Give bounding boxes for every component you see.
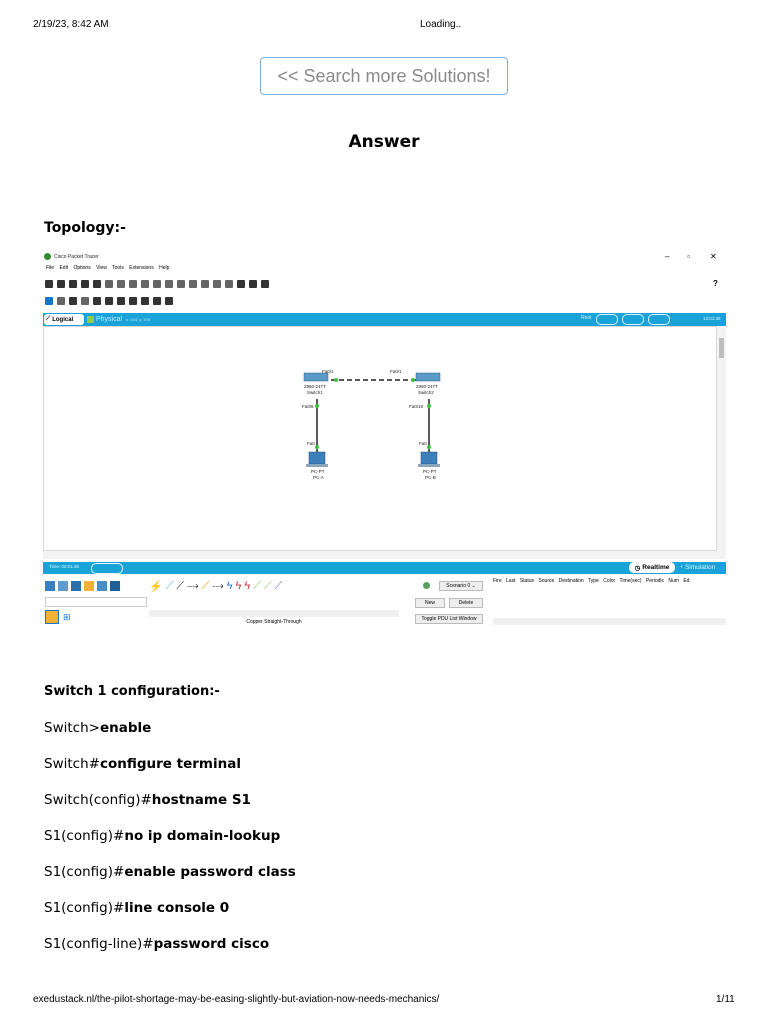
packet-tracer-screenshot bbox=[43, 252, 726, 628]
switch1-port-top: Fa0/1 bbox=[322, 369, 334, 374]
zoom-out-icon[interactable] bbox=[201, 280, 209, 288]
page-number: 1/11 bbox=[716, 994, 735, 1005]
cable-label: Copper Straight-Through bbox=[246, 619, 302, 625]
search-more-button[interactable]: << Search more Solutions! bbox=[260, 57, 508, 95]
link-led bbox=[334, 378, 338, 382]
canvas-horizontal-scrollbar[interactable] bbox=[43, 551, 726, 559]
network-info-icon[interactable] bbox=[117, 280, 125, 288]
fiber-icon[interactable]: ⟋ bbox=[201, 579, 210, 592]
serial-dte-icon[interactable]: ϟ bbox=[244, 580, 251, 592]
end-devices-icon[interactable] bbox=[58, 581, 68, 591]
link-led bbox=[427, 445, 431, 449]
page-status: Loading.. bbox=[420, 19, 462, 30]
root-label: Root bbox=[581, 315, 592, 321]
topology-canvas[interactable] bbox=[43, 326, 717, 551]
switch2-port-down: Fa0/18 bbox=[409, 404, 424, 409]
misc-icon[interactable] bbox=[97, 581, 107, 591]
command-line: S1(config)#line console 0 bbox=[44, 900, 230, 916]
command-line: S1(config)#enable password class bbox=[44, 864, 296, 880]
logical-icon: ⟋ bbox=[46, 316, 51, 322]
close-icon[interactable]: ✕ bbox=[710, 252, 717, 261]
cable-types bbox=[149, 578, 399, 594]
complex-pdu-icon[interactable] bbox=[165, 297, 173, 305]
resize-icon[interactable] bbox=[81, 297, 89, 305]
time-label: Time: 02:01:48 bbox=[49, 564, 79, 569]
menu-tools[interactable]: Tools bbox=[112, 265, 124, 271]
view-toggle[interactable] bbox=[648, 314, 670, 325]
menu-edit[interactable]: Edit bbox=[59, 265, 69, 271]
pdu-scrollbar[interactable] bbox=[493, 618, 726, 625]
inspect-icon[interactable] bbox=[57, 297, 65, 305]
iot-cable-icon[interactable]: ⟋ bbox=[263, 579, 272, 592]
new-file-icon[interactable] bbox=[45, 280, 53, 288]
scenario-icon bbox=[423, 582, 430, 589]
command-line: Switch(config)#hostname S1 bbox=[44, 792, 251, 808]
print-date: 2/19/23, 8:42 AM bbox=[33, 19, 109, 30]
pc-a-name: PC-A bbox=[313, 475, 324, 480]
new-scenario-button[interactable]: New bbox=[415, 598, 445, 608]
save-icon[interactable] bbox=[69, 280, 77, 288]
octal-icon[interactable]: ⟋ bbox=[253, 579, 261, 592]
freeform-icon[interactable] bbox=[141, 297, 149, 305]
view-toggle[interactable] bbox=[596, 314, 618, 325]
view-controls bbox=[596, 314, 686, 324]
zoom-in-icon[interactable] bbox=[177, 280, 185, 288]
link-led bbox=[427, 404, 431, 408]
crossover-icon[interactable]: ⤍ bbox=[187, 579, 199, 592]
redo-icon[interactable] bbox=[165, 280, 173, 288]
physical-icon bbox=[87, 316, 94, 323]
switch1-icon[interactable] bbox=[304, 373, 328, 381]
switch1-config-label: Switch 1 configuration:- bbox=[44, 684, 220, 699]
device-search[interactable] bbox=[45, 597, 147, 607]
rectangle-icon[interactable] bbox=[117, 297, 125, 305]
switch2-icon[interactable] bbox=[416, 373, 440, 381]
footer-url[interactable]: exedustack.nl/the-pilot-shortage-may-be-easing-slightly-but-aviation-now-needs-mechanics/ bbox=[33, 994, 440, 1005]
switch2-name: Switch2 bbox=[418, 390, 434, 395]
packet-tracer-logo-icon bbox=[44, 253, 51, 260]
print-icon[interactable] bbox=[81, 280, 89, 288]
device-categories bbox=[45, 578, 149, 594]
pc-a-icon[interactable] bbox=[306, 452, 328, 467]
delete-scenario-button[interactable]: Delete bbox=[449, 598, 483, 608]
camera-icon[interactable] bbox=[249, 280, 257, 288]
scroll-thumb[interactable] bbox=[719, 338, 724, 358]
answer-heading: Answer bbox=[348, 132, 420, 152]
switch1-port-down: Fa0/6 bbox=[302, 404, 314, 409]
phone-cable-icon[interactable]: ⤏ bbox=[212, 579, 224, 592]
cable-scrollbar[interactable] bbox=[149, 610, 399, 617]
wizard-icon[interactable] bbox=[105, 280, 113, 288]
tab-physical[interactable]: Physical x: 344, y: 378 bbox=[87, 314, 150, 325]
switch2-port-top: Fa0/1 bbox=[390, 369, 402, 374]
line-icon[interactable] bbox=[105, 297, 113, 305]
menu-bar bbox=[46, 265, 169, 271]
grid-icon[interactable]: ⊞ bbox=[63, 612, 71, 622]
pc-a-model: PC-PT bbox=[311, 469, 325, 474]
ellipse-icon[interactable] bbox=[129, 297, 137, 305]
topology-label: Topology:- bbox=[44, 220, 126, 236]
command-line: S1(config)#no ip domain-lookup bbox=[44, 828, 281, 844]
custom-device-icon[interactable] bbox=[225, 280, 233, 288]
canvas-vertical-scrollbar[interactable] bbox=[717, 326, 726, 551]
usb-cable-icon[interactable]: ⟋ bbox=[274, 579, 283, 592]
image-icon[interactable] bbox=[261, 280, 269, 288]
undo-icon[interactable] bbox=[153, 280, 161, 288]
switch1-model: 2960-24TT bbox=[304, 384, 327, 389]
switch1-name: Switch1 bbox=[307, 390, 323, 395]
pc-b-icon[interactable] bbox=[418, 452, 440, 467]
realtime-button[interactable]: ◷ Realtime bbox=[629, 562, 675, 573]
command-line: Switch>enable bbox=[44, 720, 152, 736]
menu-file[interactable]: File bbox=[46, 265, 55, 271]
components-icon[interactable] bbox=[71, 581, 81, 591]
view-toggle[interactable] bbox=[622, 314, 644, 325]
drawing-palette-icon[interactable] bbox=[213, 280, 221, 288]
pc-b-name: PC-B bbox=[425, 475, 436, 480]
play-controls[interactable] bbox=[91, 563, 123, 574]
clock-icon: ◷ bbox=[634, 564, 641, 572]
connections-icon[interactable] bbox=[84, 581, 94, 591]
delete-icon[interactable] bbox=[69, 297, 77, 305]
command-line: Switch#configure terminal bbox=[44, 756, 241, 772]
link-led bbox=[315, 404, 319, 408]
paste-icon[interactable] bbox=[141, 280, 149, 288]
coaxial-icon[interactable]: ϟ bbox=[226, 580, 233, 592]
network-devices-icon[interactable] bbox=[45, 581, 55, 591]
multiuser-icon[interactable] bbox=[110, 581, 120, 591]
menu-help[interactable]: Help bbox=[159, 265, 170, 271]
link-led bbox=[315, 445, 319, 449]
simulation-button[interactable]: ◔ Simulation bbox=[679, 564, 716, 571]
open-icon[interactable] bbox=[57, 280, 65, 288]
toggle-pdu-list-button[interactable]: Toggle PDU List Window bbox=[415, 614, 483, 624]
command-line: S1(config-line)#password cisco bbox=[44, 936, 270, 952]
serial-dce-icon[interactable]: ϟ bbox=[235, 580, 242, 592]
info-icon[interactable] bbox=[93, 280, 101, 288]
console-cable-icon[interactable]: ⟋ bbox=[165, 579, 174, 592]
scenario-select[interactable]: Scenario 0 ⌄ bbox=[439, 581, 483, 591]
add-pdu-icon[interactable] bbox=[153, 297, 161, 305]
pc-b-port: Fa0 bbox=[419, 441, 427, 446]
stopwatch-icon: ◔ bbox=[679, 564, 683, 571]
help-icon[interactable]: ? bbox=[713, 279, 718, 288]
zoom-reset-icon[interactable] bbox=[189, 280, 197, 288]
time-bar bbox=[43, 562, 726, 574]
window-title: Cisco Packet Tracer bbox=[54, 254, 99, 260]
switch2-model: 2960-24TT bbox=[416, 384, 439, 389]
secondary-toolbar bbox=[43, 294, 726, 308]
select-icon[interactable] bbox=[45, 297, 53, 305]
tab-logical[interactable]: ⟋ Logical bbox=[44, 314, 84, 325]
pc-a-port: Fa0 bbox=[307, 441, 315, 446]
restore-icon[interactable]: ▫ bbox=[687, 252, 690, 261]
copy-icon[interactable] bbox=[129, 280, 137, 288]
auto-cable-icon[interactable]: ⚡ bbox=[149, 580, 163, 593]
minimize-icon[interactable]: – bbox=[665, 252, 670, 261]
main-toolbar bbox=[43, 277, 726, 291]
pc-b-model: PC-PT bbox=[423, 469, 437, 474]
pdu-list-header: Fire Last Status Source Destination Type Color Time(sec) Periodic Num Ed bbox=[493, 578, 690, 584]
straight-through-icon[interactable]: ⟋ bbox=[176, 579, 185, 592]
note-icon[interactable] bbox=[93, 297, 101, 305]
menu-extensions[interactable]: Extensions bbox=[129, 265, 154, 271]
clock: 13:01:36 bbox=[703, 316, 721, 321]
connection-type-icon[interactable] bbox=[45, 610, 59, 624]
menu-view[interactable]: View bbox=[96, 265, 107, 271]
link-led bbox=[411, 378, 415, 382]
menu-options[interactable]: Options bbox=[73, 265, 91, 271]
cluster-icon[interactable] bbox=[237, 280, 245, 288]
